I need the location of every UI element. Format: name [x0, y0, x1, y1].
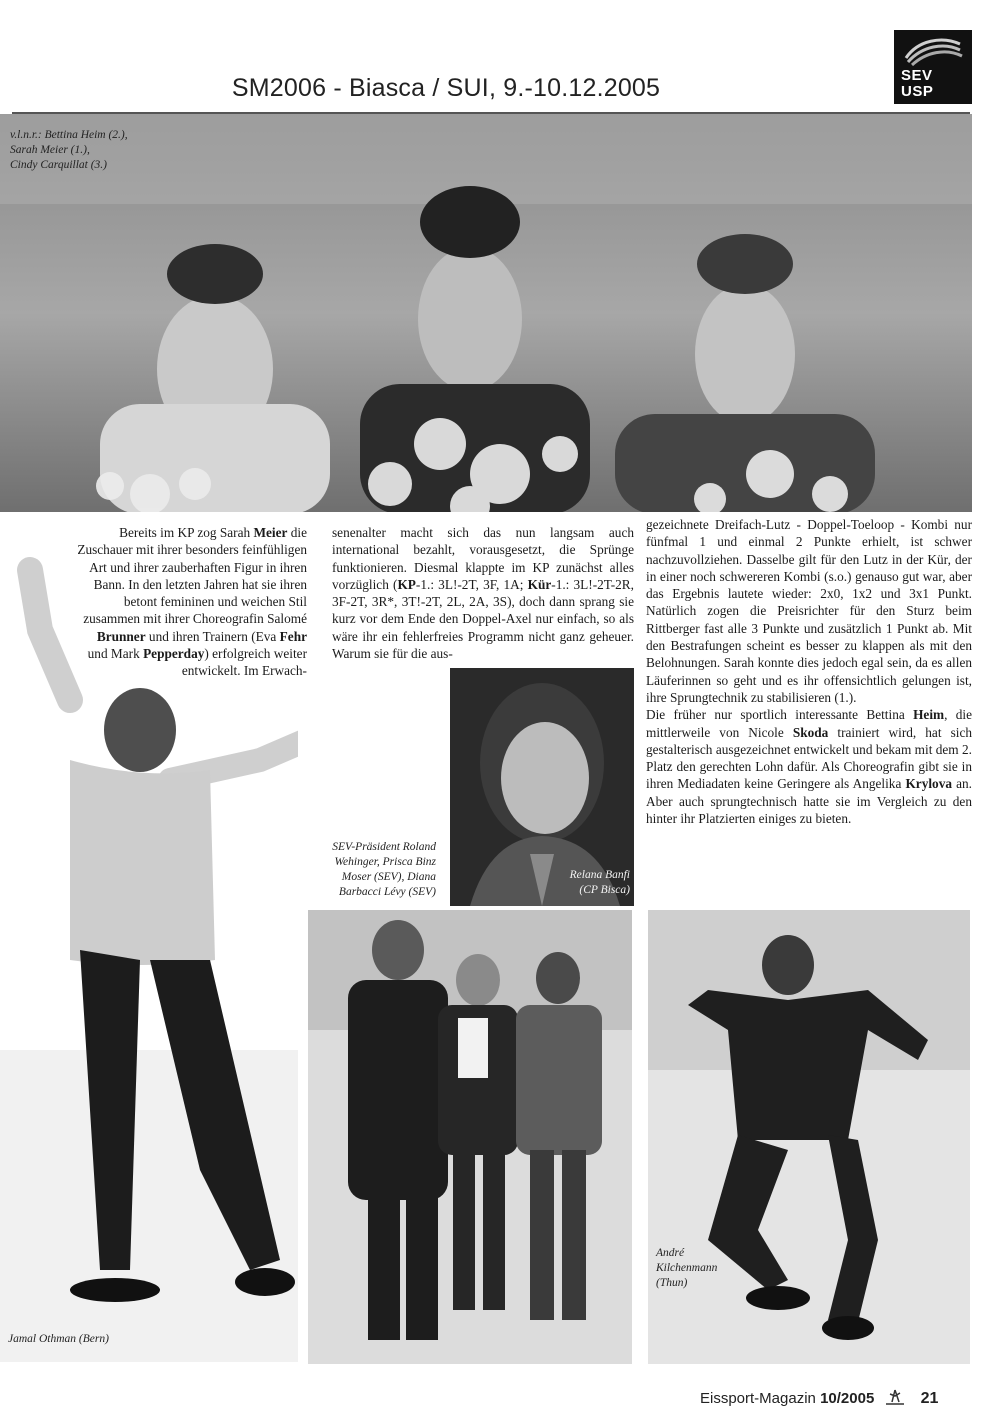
- page-title: SM2006 - Biasca / SUI, 9.-10.12.2005: [231, 74, 661, 102]
- sev-usp-logo: [894, 30, 972, 104]
- name-highlight: Heim: [913, 707, 945, 723]
- caption-line: SEV-Präsident Roland: [332, 841, 436, 853]
- article-paragraph: Die früher nur sportlich interessante Bettina Heim, die mittlerweile von Nicole Skoda trainiert wird, hat sich gestalterisch ausgezeichnet entwickelt und bekam mit dem 2. Platz den gerechten Lohn dafür. Als Choreografin gibt sie in ihren Mediadaten keine Geringere als Angelika Krylova an. Aber auch sprungtechnisch hatte sie im Vergleich zu den hinter ihr Platzierten einiges zu bieten.: [646, 707, 973, 827]
- andre-caption: [656, 1246, 776, 1291]
- page-number: 21: [920, 1390, 939, 1407]
- logo-text-bottom: USP: [901, 83, 934, 100]
- term-highlight: Kür: [527, 576, 552, 592]
- caption-line: Cindy Carquillat (3.): [10, 159, 108, 171]
- name-highlight: Brunner: [96, 628, 146, 644]
- caption-line: Kilchenmann: [656, 1262, 718, 1274]
- podium-photo: [0, 114, 972, 512]
- logo-text-top: SEV: [901, 67, 933, 84]
- caption-line: Moser (SEV), Diana: [341, 871, 436, 883]
- term-highlight: KP: [397, 576, 416, 592]
- caption-line: Barbacci Lévy (SEV): [338, 886, 436, 898]
- name-highlight: Meier: [253, 525, 288, 540]
- magazine-name: Eissport-Magazin: [700, 1390, 816, 1407]
- caption-line: (CP Bisca): [579, 884, 630, 896]
- officials-photo: [308, 910, 632, 1364]
- article-paragraph: Bereits im KP zog Sarah Meier die Zuschauer mit ihrer besonders feinfühligen Art und ihrer zauberhaften Figur in ihren Bann. In den letzten Jahren hat sie ihren betont femininen und weichen Stil zusammen mit ihrer Choreografin Salomé Brunner und ihren Trainern (Eva Fehr und Mark Pepperday) erfolgreich weiter entwickelt. Im Erwach-: [77, 525, 307, 679]
- caption-line: v.l.n.r.: Bettina Heim (2.),: [10, 129, 128, 141]
- article-paragraph: gezeichnete Dreifach-Lutz - Doppel-Toeloop - Kombi nur fünfmal 1 und einmal 2 Punkte erhielt, ist schwer nachzuvollziehen. Dasselbe gilt für den Lutz in der Kür, der in einer noch schwereren Kombi (s.o.) genauso gut war, aber das Ergebnis lautete wieder: 2x0, 1x2 und 3x1 Punkt. Natürlich zogen die Preisrichter für den Sturz beim Rittberger fast alle 3 Punkte und zusätzlich 1 Punkt ab. Mit den Bestrafungen scheint es besser zu klappen als mit den Belohnungen. Sarah konnte dies jedoch egal sein, da es allen Läuferinnen so geht und es ihr offensichtlich gelungen ist, ihre Sprungtechnik zu stabilisieren (1.).: [646, 517, 972, 705]
- name-highlight: Pepperday: [143, 646, 205, 662]
- swoosh-icon: [902, 38, 964, 66]
- caption-line: Relana Banfi: [569, 869, 630, 881]
- andre-kilchenmann-photo: [648, 910, 970, 1364]
- page-footer: [700, 1388, 970, 1408]
- caption-line: Wehinger, Prisca Binz: [334, 856, 436, 868]
- caption-line: André: [656, 1247, 685, 1259]
- article-col-3: [646, 516, 972, 906]
- issue-number: 10/2005: [820, 1390, 875, 1407]
- name-highlight: Krylova: [905, 776, 953, 792]
- caption-line: (Thun): [656, 1277, 688, 1289]
- article-paragraph: senenalter macht sich das nun langsam auch international bezahlt, vorausgesetzt, die Sprünge funktionieren. Diesmal klappte im KP zunächst alles vorzüglich (KP-1.: 3L!-2T, 3F, 1A; Kür-1.: 3L!-2T-2R, 3F-2T, 3R*, 3T!-2T, 2L, 2A, 3S), doch dann sprang sie kurz vor dem Ende den Doppel-Axel nur einfach, so als wäre ihr ein fehlerfreies Programm nicht ganz geheuer. Warum sie für die aus-: [332, 525, 634, 662]
- podium-caption: [10, 128, 210, 173]
- name-highlight: Fehr: [279, 628, 307, 644]
- banfi-caption: [540, 868, 630, 898]
- skater-logo-icon: [882, 1388, 908, 1406]
- name-highlight: Skoda: [792, 724, 829, 740]
- article-col-1: [74, 524, 307, 734]
- officials-caption: [298, 840, 436, 900]
- caption-line: Sarah Meier (1.),: [10, 144, 90, 156]
- jamal-caption: Jamal Othman (Bern): [8, 1333, 109, 1345]
